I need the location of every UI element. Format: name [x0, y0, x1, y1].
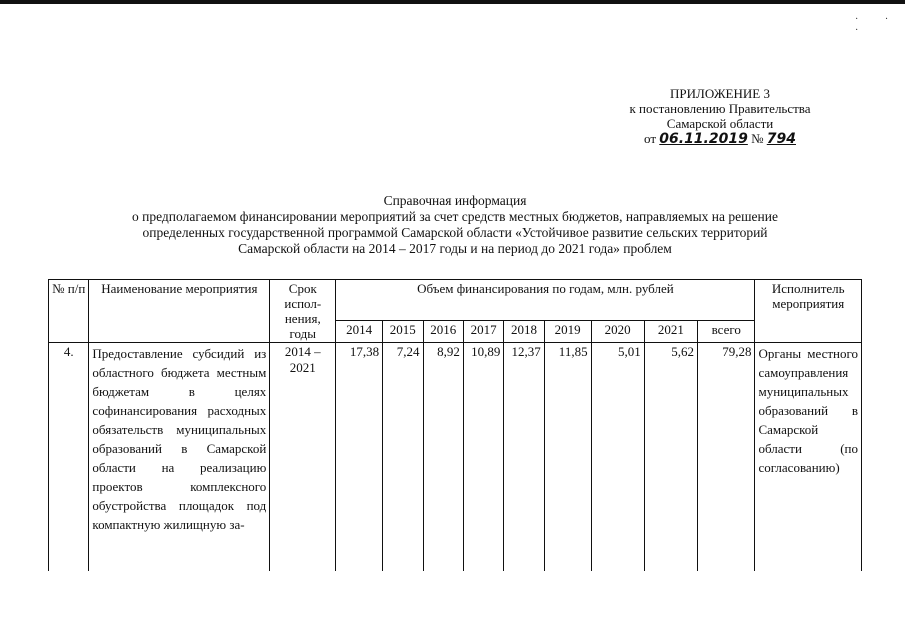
value-cell: 17,38	[336, 343, 383, 572]
total-header: всего	[697, 321, 755, 343]
value-cell: 10,89	[463, 343, 503, 572]
annex-header	[600, 86, 840, 147]
value-cell: 5,62	[644, 343, 697, 572]
value-cell: 11,85	[544, 343, 591, 572]
funding-table	[48, 279, 862, 571]
header-num: № п/п	[49, 280, 89, 343]
handwritten-date: 06.11.2019	[659, 131, 748, 147]
year-header: 2014	[336, 321, 383, 343]
heading-title: Справочная информация	[383, 193, 527, 208]
year-header: 2017	[463, 321, 503, 343]
document-heading	[40, 193, 870, 257]
value-cell: 5,01	[591, 343, 644, 572]
handwritten-number: 794	[766, 131, 796, 147]
row-num: 4.	[49, 343, 89, 572]
year-header: 2020	[591, 321, 644, 343]
value-cell: 12,37	[504, 343, 544, 572]
row-executor: Органы местного самоуправления муниципальных образований в Самарской области (по согласованию)	[755, 343, 862, 572]
value-cell: 8,92	[423, 343, 463, 572]
scan-top-border	[0, 0, 905, 4]
heading-line2: о предполагаемом финансировании мероприятий за счет средств местных бюджетов, направляемых на решение	[132, 209, 778, 224]
table-header-row	[49, 280, 862, 321]
header-funding: Объем финансирования по годам, млн. рублей	[336, 280, 755, 321]
from-label: от	[644, 131, 657, 146]
scan-specks: · · ·	[855, 14, 901, 36]
year-header: 2021	[644, 321, 697, 343]
row-name: Предоставление субсидий из областного бюджета местным бюджетам в целях софинансирования расходных обязательств муниципальных образований в Самарской области на реализацию проектов комплексного обустройства площадок под компактную жилищную за-	[89, 343, 270, 572]
value-cell: 7,24	[383, 343, 423, 572]
heading-line4: Самарской области на 2014 – 2017 годы и на период до 2021 года» проблем	[238, 241, 672, 256]
year-header: 2018	[504, 321, 544, 343]
header-name: Наименование мероприятия	[89, 280, 270, 343]
row-term: 2014 – 2021	[270, 343, 336, 572]
table-row	[49, 343, 862, 572]
year-header: 2016	[423, 321, 463, 343]
annex-date-line	[600, 131, 840, 147]
annex-title: ПРИЛОЖЕНИЕ 3	[670, 86, 770, 101]
total-cell: 79,28	[697, 343, 755, 572]
header-executor: Исполнитель мероприятия	[755, 280, 862, 343]
header-term: Срок испол-нения, годы	[270, 280, 336, 343]
number-label: №	[751, 131, 764, 146]
year-header: 2015	[383, 321, 423, 343]
year-header: 2019	[544, 321, 591, 343]
annex-line2: к постановлению Правительства	[629, 101, 811, 116]
annex-line3: Самарской области	[666, 116, 774, 131]
heading-line3: определенных государственной программой Самарской области «Устойчивое развитие сельских территорий	[142, 225, 768, 240]
